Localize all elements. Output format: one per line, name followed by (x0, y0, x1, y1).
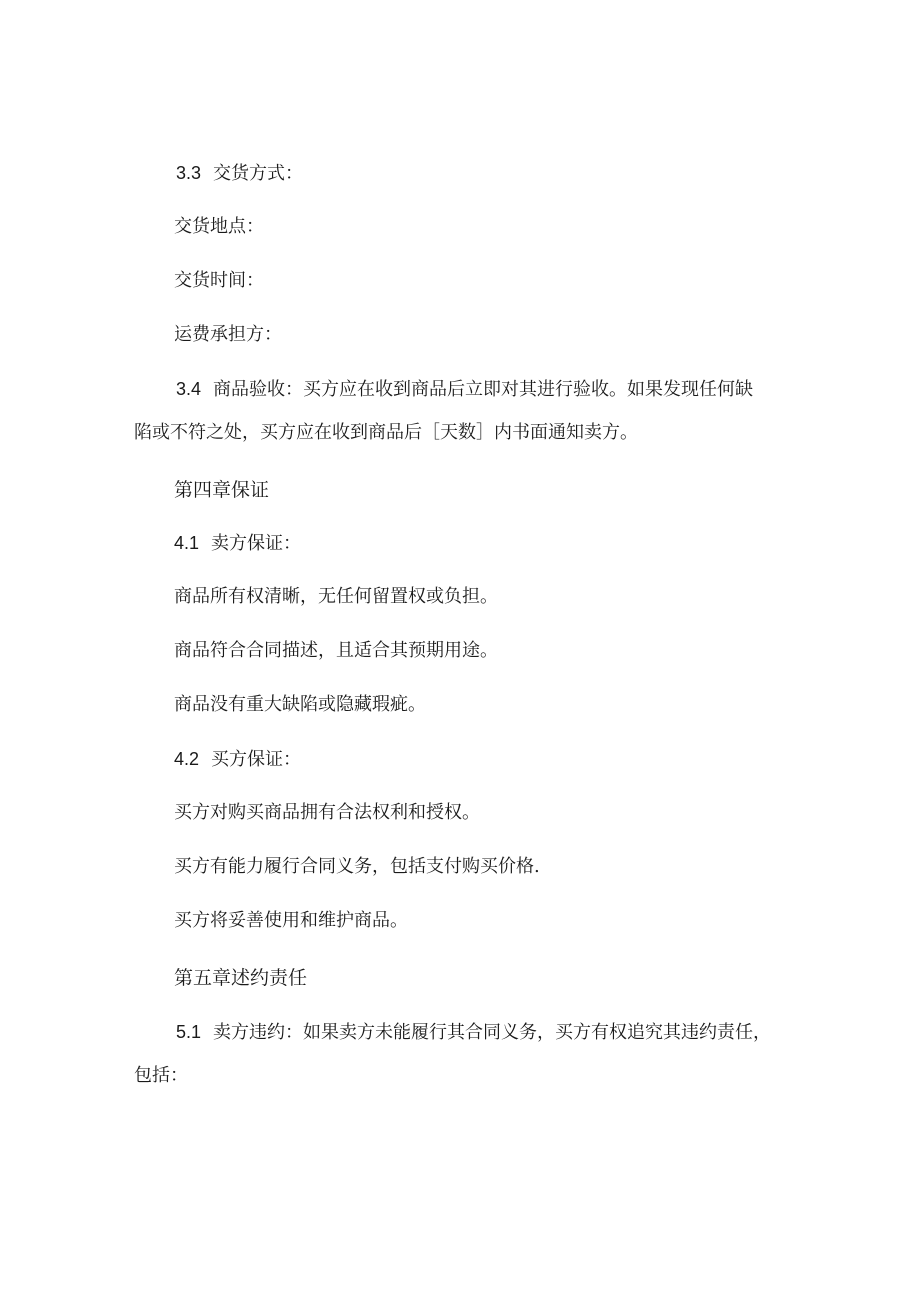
section-number: 4.1 (174, 533, 200, 553)
section-5-1 (176, 1019, 771, 1046)
section-text: 交货方式： (213, 163, 304, 184)
section-text: 卖方违约：如果卖方未能履行其合同义务，买方有权追究其违约责任， (213, 1022, 772, 1043)
section-3-4-continuation: 陷或不符之处，买方应在收到商品后［天数］内书面通知卖方。 (134, 422, 638, 443)
section-text: 商品验收：买方应在收到商品后立即对其进行验收。如果发现任何缺 (213, 379, 754, 400)
section-5-1-continuation: 包括： (134, 1065, 188, 1086)
list-item: 商品所有权清晰，无任何留置权或负担。 (174, 586, 498, 607)
delivery-time: 交货时间： (174, 270, 264, 291)
list-item: 商品符合合同描述，且适合其预期用途。 (174, 640, 498, 661)
section-number: 5.1 (176, 1022, 202, 1042)
delivery-place: 交货地点： (174, 216, 264, 237)
section-number: 3.3 (176, 163, 202, 183)
section-number: 4.2 (174, 749, 200, 769)
section-4-1 (174, 530, 301, 557)
section-3-4 (176, 376, 753, 403)
section-3-3 (176, 160, 303, 187)
section-4-2 (174, 746, 301, 773)
chapter-4-heading: 第四章保证 (174, 479, 270, 501)
chapter-5-heading: 第五章述约责任 (174, 967, 308, 989)
section-text: 买方保证： (211, 749, 302, 770)
list-item: 买方对购买商品拥有合法权利和授权。 (174, 802, 480, 823)
section-number: 3.4 (176, 379, 202, 399)
freight-payer: 运费承担方： (174, 324, 282, 345)
list-item: 商品没有重大缺陷或隐藏瑕疵。 (174, 694, 426, 715)
list-item: 买方将妥善使用和维护商品。 (174, 910, 408, 931)
section-text: 卖方保证： (211, 533, 302, 554)
list-item: 买方有能力履行合同义务，包括支付购买价格. (174, 856, 540, 877)
